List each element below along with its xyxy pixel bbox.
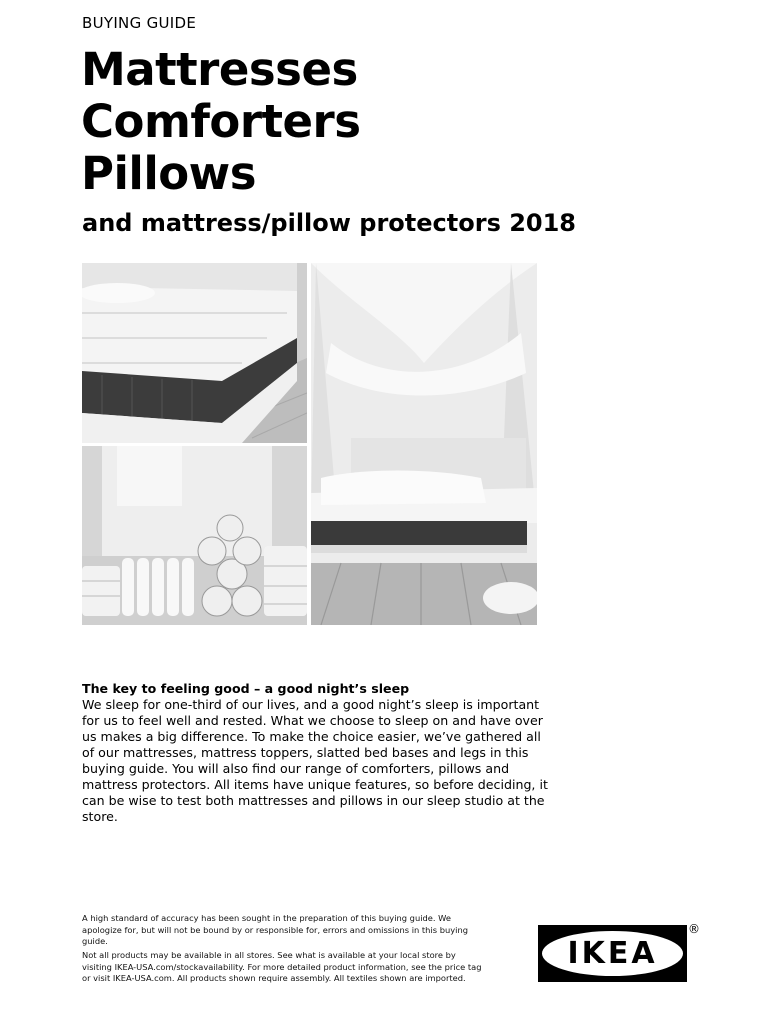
intro-section — [82, 681, 552, 825]
accuracy-disclaimer: A high standard of accuracy has been sought in the preparation of this buying guide. We apologize for, but will not be bound by or responsible for, errors and omissions in this buying guide. — [82, 913, 468, 946]
title-line-pillows: Pillows — [81, 147, 257, 200]
title-line-mattresses: Mattresses — [81, 43, 358, 96]
bedding-stack-photo — [82, 446, 307, 625]
intro-heading: The key to feeling good – a good night’s sleep — [82, 681, 410, 696]
availability-disclaimer: Not all products may be available in all stores. See what is available at your local store by visiting IKEA-USA.com/stockavailability. For more detailed product information, see the price tag or visit IKEA-USA.com. All products shown require assembly. All textiles shown are imported. — [82, 950, 482, 983]
ikea-logo — [538, 925, 687, 982]
title-line-comforters: Comforters — [81, 95, 361, 148]
intro-body: We sleep for one-third of our lives, and a good night’s sleep is important for us to feel well and rested. What we choose to sleep on and have over us makes a big difference. To make the choice easier, we’ve gathered all of our mattresses, mattress toppers, slatted bed bases and legs in this buying guide. You will also find our range of comforters, pillows and mattress protectors. All items have unique features, so before deciding, it can be wise to test both mattresses and pillows in our sleep studio at the store. — [82, 697, 548, 824]
registered-mark: ® — [688, 922, 700, 936]
mattress-photo — [82, 263, 307, 443]
page-subtitle: and mattress/pillow protectors 2018 — [82, 209, 577, 237]
page-title — [81, 44, 361, 200]
logo-wordmark: IKEA — [567, 936, 658, 971]
guide-label: BUYING GUIDE — [82, 14, 197, 32]
canopy-bed-photo — [311, 263, 537, 625]
